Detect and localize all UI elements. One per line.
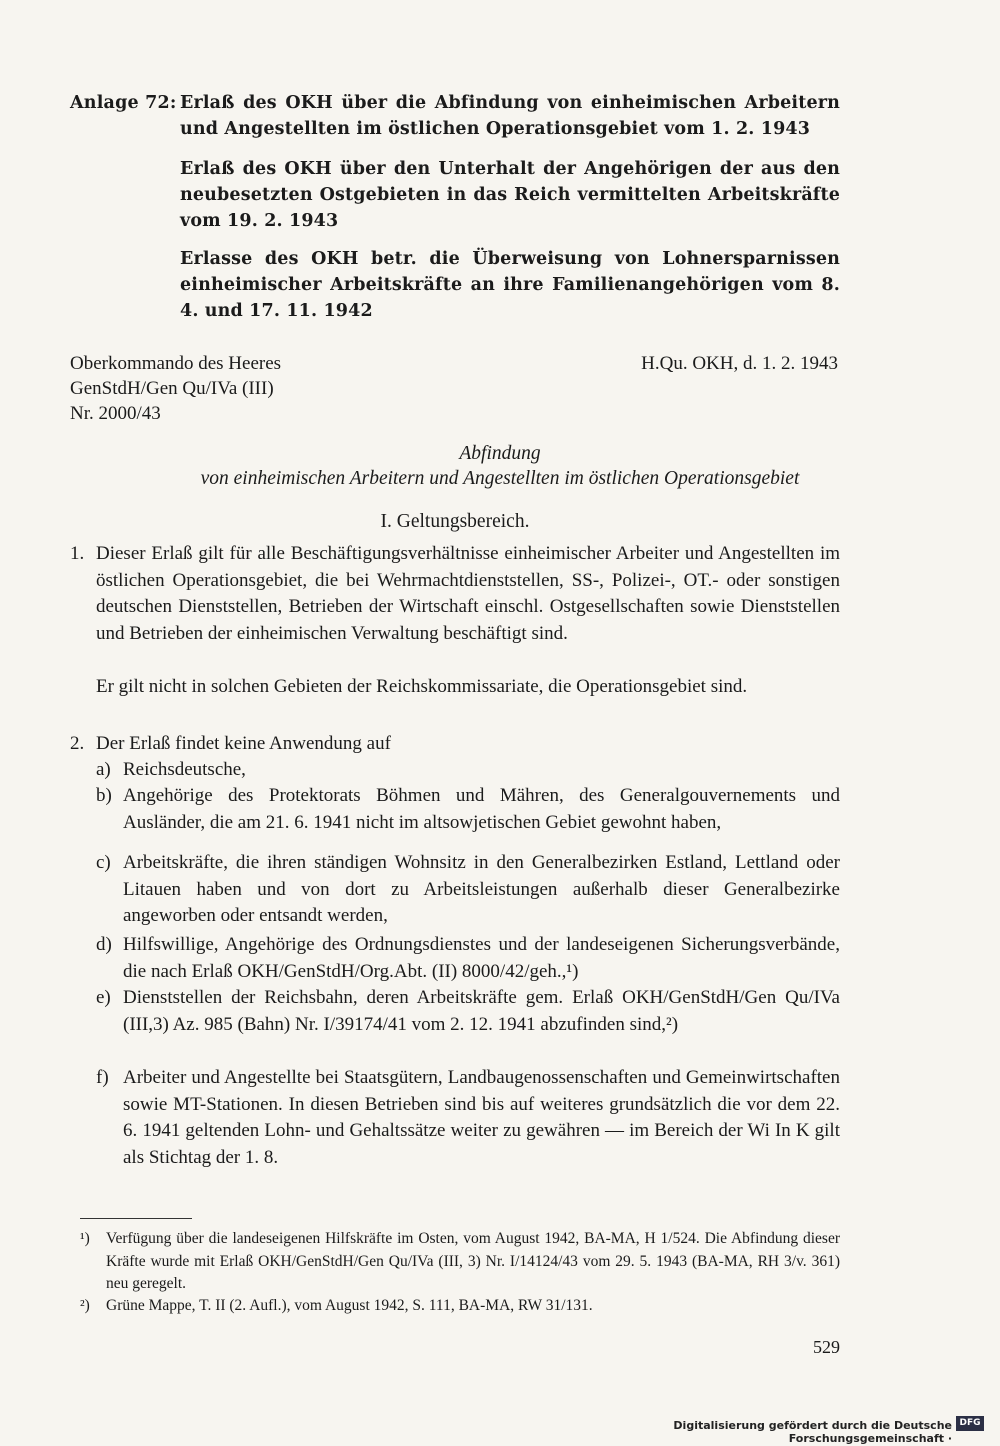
annex-heading-1: Erlaß des OKH über die Abfindung von einheimischen Arbeitern und Angestellten im östlichen Operationsgebiet vom 1. 2. 1943 bbox=[180, 93, 840, 139]
place-date: H.Qu. OKH, d. 1. 2. 1943 bbox=[641, 353, 838, 374]
subitem-letter: f) bbox=[96, 1067, 109, 1088]
subitem-text: Angehörige des Protektorats Böhmen und Mähren, des Generalgouvernements und Ausländer, die am 21. 6. 1941 nicht im altsowjetischen Gebiet gewohnt haben, bbox=[123, 785, 840, 833]
document-title: Abfindung bbox=[459, 443, 541, 464]
subitem-letter: b) bbox=[96, 785, 112, 806]
department: GenStdH/Gen Qu/IVa (III) bbox=[70, 378, 274, 399]
reference-number: Nr. 2000/43 bbox=[70, 403, 161, 424]
sender: Oberkommando des Heeres bbox=[70, 353, 282, 374]
item-text-continuation: Er gilt nicht in solchen Gebieten der Reichskommissariate, die Operationsgebiet sind. bbox=[96, 676, 748, 697]
annex-heading-2: Erlaß des OKH über den Unterhalt der Angehörigen der aus den neubesetzten Ostgebieten in das Reich vermittelten Arbeitskräfte vom 19. 2. 1943 bbox=[180, 159, 840, 231]
subitem-text: Reichsdeutsche, bbox=[123, 759, 246, 780]
document-subtitle: von einheimischen Arbeitern und Angestellten im östlichen Operationsgebiet bbox=[200, 468, 800, 489]
item-text: Der Erlaß findet keine Anwendung auf bbox=[96, 733, 391, 754]
subitem-letter: d) bbox=[96, 934, 112, 955]
subitem-text: Dienststellen der Reichsbahn, deren Arbeitskräfte gem. Erlaß OKH/GenStdH/Gen Qu/IVa (III,3) Az. 985 (Bahn) Nr. I/39174/41 vom 2. 12. 1941 abzufinden sind,²) bbox=[123, 987, 840, 1035]
subitem-letter: a) bbox=[96, 759, 111, 780]
annex-heading-3: Erlasse des OKH betr. die Überweisung von Lohnersparnissen einheimischer Arbeitskräfte an ihre Familienangehörigen vom 8. 4. und 17. 11. 1942 bbox=[180, 249, 840, 321]
annex-label: Anlage 72: bbox=[70, 93, 177, 113]
subitem-letter: e) bbox=[96, 987, 111, 1008]
footnote-divider bbox=[80, 1218, 192, 1219]
page-number: 529 bbox=[813, 1337, 840, 1357]
item-number: 1. bbox=[70, 543, 85, 564]
footnote-text: Verfügung über die landeseigenen Hilfskräfte im Osten, vom August 1942, BA-MA, H 1/524. Die Abfindung dieser Kräfte wurde mit Erlaß OKH/GenStdH/Gen Qu/IVa (III, 3) Nr. I/14124/43 vom 29. 5. 1943 (BA-MA, RH 3/v. 361) neu geregelt. bbox=[106, 1230, 840, 1292]
subitem-text: Arbeiter und Angestellte bei Staatsgütern, Landbaugenossenschaften und Gemeinwirtschaften sowie MT-Stationen. In diesen Betrieben sind bis auf weiteres grundsätzlich die vor dem 22. 6. 1941 geltenden Lohn- und Gehaltssätze weiter zu gewähren — im Bereich der Wi In K gilt als Stichtag der 1. 8. bbox=[123, 1067, 840, 1168]
item-text: Dieser Erlaß gilt für alle Beschäftigungsverhältnisse einheimischer Arbeiter und Angestellten im östlichen Operationsgebiet, die bei Wehrmachtdienststellen, SS-, Polizei-, OT.- oder sonstigen deutschen Dienststellen, Betrieben der Wirtschaft einschl. Ostgesellschaften sowie Dienststellen und Betrieben der einheimischen Verwaltung beschäftigt sind. bbox=[96, 543, 840, 644]
footnote-text: Grüne Mappe, T. II (2. Aufl.), vom August 1942, S. 111, BA-MA, RW 31/131. bbox=[106, 1297, 593, 1314]
subitem-text: Arbeitskräfte, die ihren ständigen Wohnsitz in den Generalbezirken Estland, Lettland oder Litauen haben und von dort zu Arbeitsleistungen außerhalb dieser Generalbezirke angeworben oder entsandt werden, bbox=[123, 852, 840, 926]
digitization-credit: Digitalisierung gefördert durch die Deutsche Forschungsgemeinschaft · bbox=[673, 1419, 952, 1445]
section-title: I. Geltungsbereich. bbox=[380, 511, 530, 532]
footnote-mark: ²) bbox=[80, 1297, 90, 1314]
dfg-logo: DFG bbox=[956, 1416, 984, 1431]
letterhead-block bbox=[70, 351, 281, 426]
subitem-text: Hilfswillige, Angehörige des Ordnungsdienstes und der landeseigenen Sicherungsverbände, die nach Erlaß OKH/GenStdH/Org.Abt. (II) 8000/42/geh.,¹) bbox=[123, 934, 840, 982]
subitem-letter: c) bbox=[96, 852, 111, 873]
footnote-mark: ¹) bbox=[80, 1230, 90, 1247]
item-number: 2. bbox=[70, 733, 85, 754]
